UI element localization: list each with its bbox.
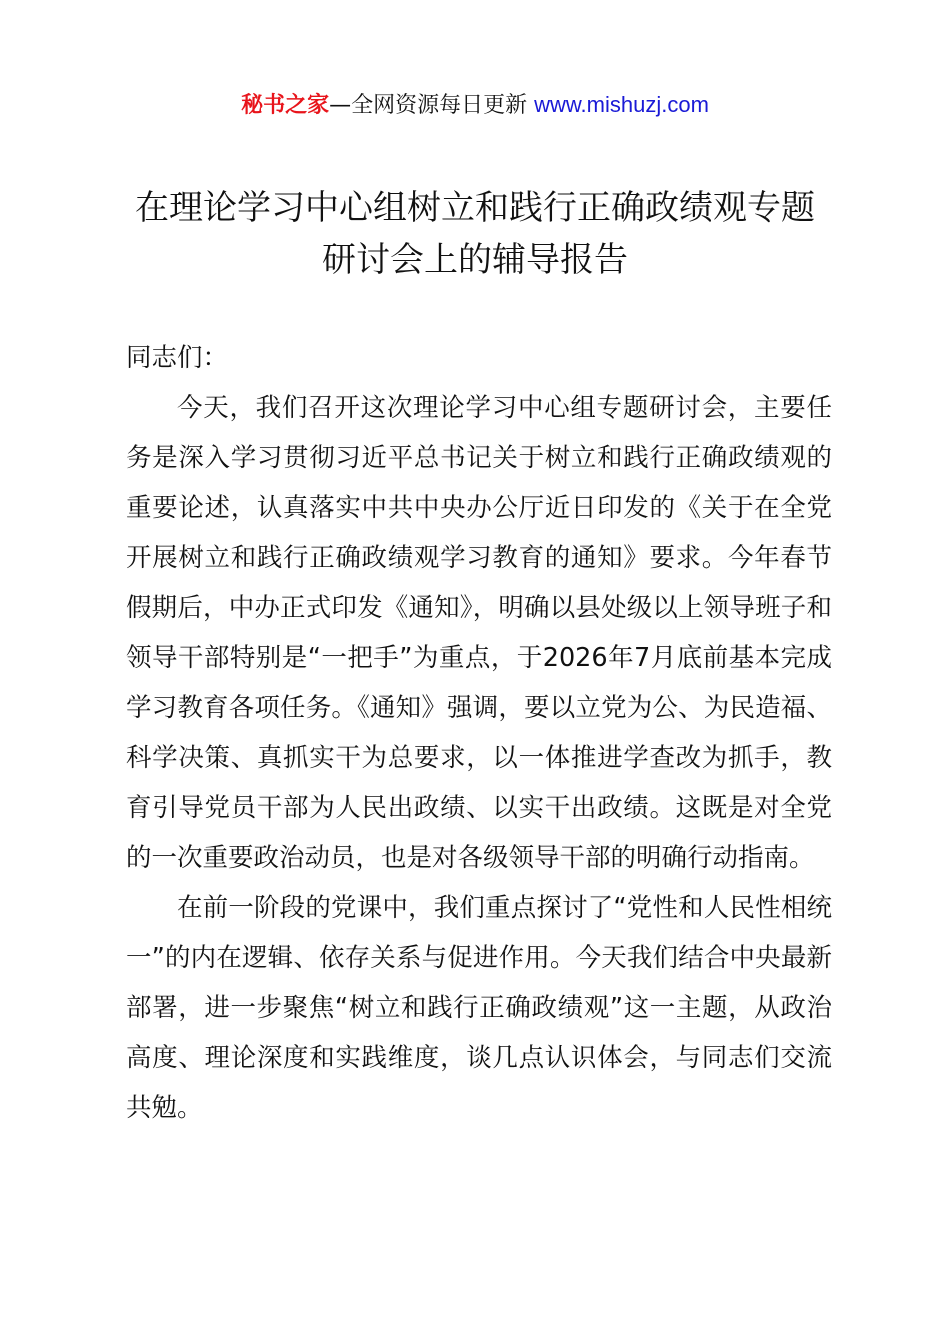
- body-paragraph-2: 在前一阶段的党课中，我们重点探讨了“党性和人民性相统一”的内在逻辑、依存关系与促进作用。今天我们结合中央最新部署，进一步聚焦“树立和践行正确政绩观”这一主题，从政治高度、理论深度和实践维度，谈几点认识体会，与同志们交流共勉。: [126, 893, 832, 1123]
- document-title-line-1: 在理论学习中心组树立和践行正确政绩观专题: [135, 188, 815, 228]
- site-header: [0, 88, 950, 123]
- site-brand: 秘书之家: [241, 93, 330, 118]
- body-paragraph-1: 今天，我们召开这次理论学习中心组专题研讨会，主要任务是深入学习贯彻习近平总书记关于树立和践行正确政绩观的重要论述，认真落实中共中央办公厅近日印发的《关于在全党开展树立和践行正确政绩观学习教育的通知》要求。今年春节假期后，中办正式印发《通知》，明确以县处级以上领导班子和领导干部特别是“一把手”为重点，于2026年7月底前基本完成学习教育各项任务。《通知》强调，要以立党为公、为民造福、科学决策、真抓实干为总要求，以一体推进学查改为抓手，教育引导党员干部为人民出政绩、以实干出政绩。这既是对全党的一次重要政治动员，也是对各级领导干部的明确行动指南。: [126, 393, 832, 873]
- site-tagline: —全网资源每日更新: [329, 93, 535, 118]
- document-title-line-2: 研讨会上的辅导报告: [322, 240, 628, 280]
- document-title: [100, 182, 850, 286]
- site-url-link[interactable]: www.mishuzj.com: [534, 92, 709, 117]
- document-body: [126, 333, 832, 1133]
- salutation: 同志们：: [126, 343, 229, 373]
